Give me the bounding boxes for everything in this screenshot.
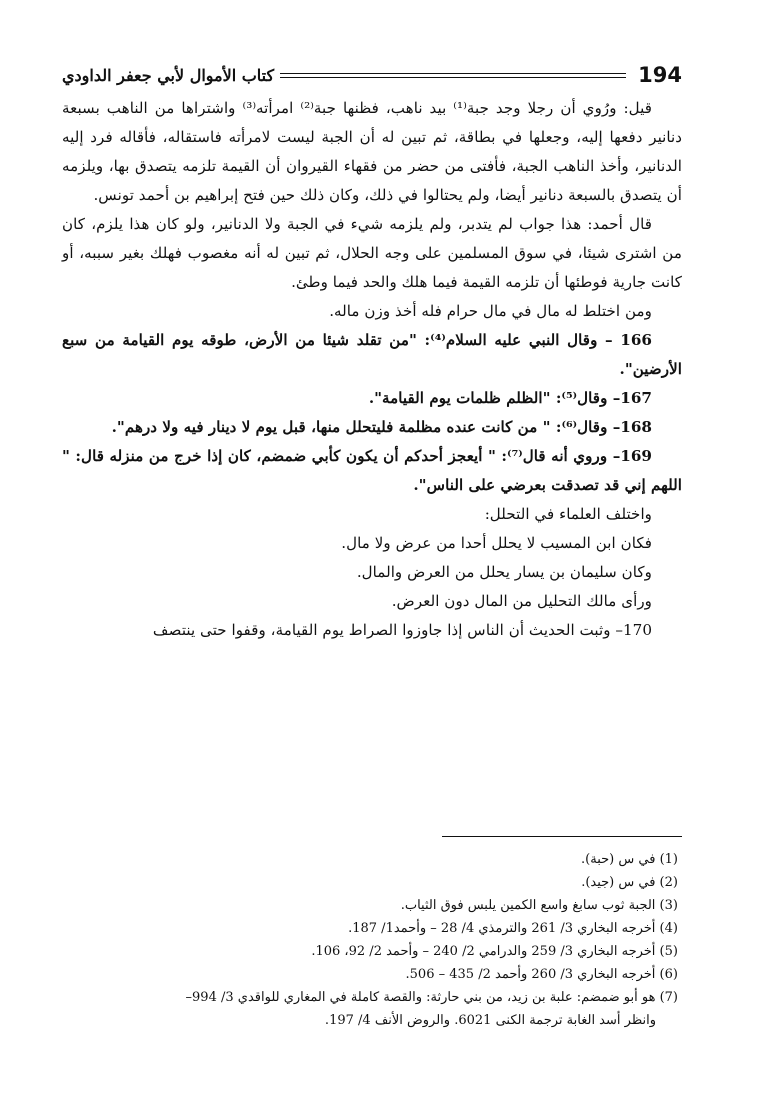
hadith-167: 167– وقال⁽⁵⁾: "الظلم ظلمات يوم القيامة".	[368, 389, 652, 407]
footnote-4: (4) أخرجه البخاري 3/ 261 والترمذي 4/ 28 – وأحمد1/ 187.	[348, 921, 678, 936]
hadith-170: 170– وثبت الحديث أن الناس إذا جاوزوا الصراط يوم القيامة، وقفوا حتى ينتصف	[152, 621, 652, 639]
footnote-3: (3) الجبة ثوب سابغ واسع الكمين يلبس فوق الثياب.	[400, 898, 678, 913]
footnote-7-continued: وانظر أسد الغابة ترجمة الكنى 6021. والروض الأنف 4/ 197.	[324, 1013, 656, 1028]
page-header	[62, 58, 682, 92]
paragraph: قال أحمد: هذا جواب لم يتدبر، ولم يلزمه شيء في الجبة ولا الدنانير، ولو كان هذا يلزم، كان من اشترى شيئا، في سوق المسلمين على وجه الحلال، ثم تبين له أنه مغصوب فهلك بغير سببه، أو كانت جارية فوطئها أن تلزمه القيمة فيما هلك والحد فيما وطئ.	[62, 215, 682, 291]
paragraph: ورأى مالك التحليل من المال دون العرض.	[391, 592, 652, 610]
footnote-7: (7) هو أبو ضمضم: علبة بن زيد، من بني حارثة: والقصة كاملة في المغاري للواقدي 3/ 994–	[185, 990, 678, 1005]
footnotes	[62, 848, 682, 1032]
footnote-5: (5) أخرجه البخاري 3/ 259 والدرامي 2/ 240 – وأحمد 2/ 92، 106.	[311, 944, 678, 959]
hadith-168: 168– وقال⁽⁶⁾: " من كانت عنده مظلمة فليتحلل منها، قبل يوم لا دينار فيه ولا درهم".	[111, 418, 652, 436]
main-text	[62, 94, 682, 645]
paragraph: ومن اختلط له مال في مال حرام فله أخذ وزن ماله.	[329, 302, 652, 320]
page-number: 194	[638, 63, 682, 87]
paragraph: قيل: ورُوي أن رجلا وجد جبة⁽¹⁾ بيد ناهب، فظنها جبة⁽²⁾ امرأته⁽³⁾ واشتراها من الناهب بسبعة دنانير دفعها إليه، وجعلها في بطاقة، ثم تبين له أن الجبة ليست لامرأته فاستقاله، فأقاله فرد إليه الدنانير، وأخذ الناهب الجبة، فأفتى من حضر من فقهاء القيروان أن القيمة تلزمه يتصدق بها، ويلزمه أن يتصدق بالسبعة دنانير أيضا، ولم يحتالوا في ذلك، وكان ذلك حين فتح إبراهيم بن أحمد تونس.	[62, 99, 682, 204]
footnote-1: (1) في س (حبة).	[581, 852, 678, 867]
book-page	[62, 58, 682, 1028]
book-title: كتاب الأموال لأبي جعفر الداودي	[62, 65, 275, 85]
footnote-2: (2) في س (جيد).	[581, 875, 678, 890]
hadith-166: 166 – وقال النبي عليه السلام⁽⁴⁾: "من تقلد شيئا من الأرض، طوقه يوم القيامة من سبع الأرضين".	[62, 331, 682, 378]
footnote-separator	[442, 836, 682, 837]
hadith-169: 169– وروي أنه قال⁽⁷⁾: " أيعجز أحدكم أن يكون كأبي ضمضم، كان إذا خرج من منزله قال: " اللهم إني قد تصدقت بعرضي على الناس".	[62, 447, 682, 494]
paragraph: واختلف العلماء في التحلل:	[484, 505, 652, 523]
paragraph: فكان ابن المسيب لا يحلل أحدا من عرض ولا مال.	[341, 534, 652, 552]
paragraph: وكان سليمان بن يسار يحلل من العرض والمال.	[356, 563, 652, 581]
header-rule	[280, 73, 626, 78]
footnote-6: (6) أخرجه البخاري 3/ 260 وأحمد 2/ 435 – 506.	[405, 967, 678, 982]
